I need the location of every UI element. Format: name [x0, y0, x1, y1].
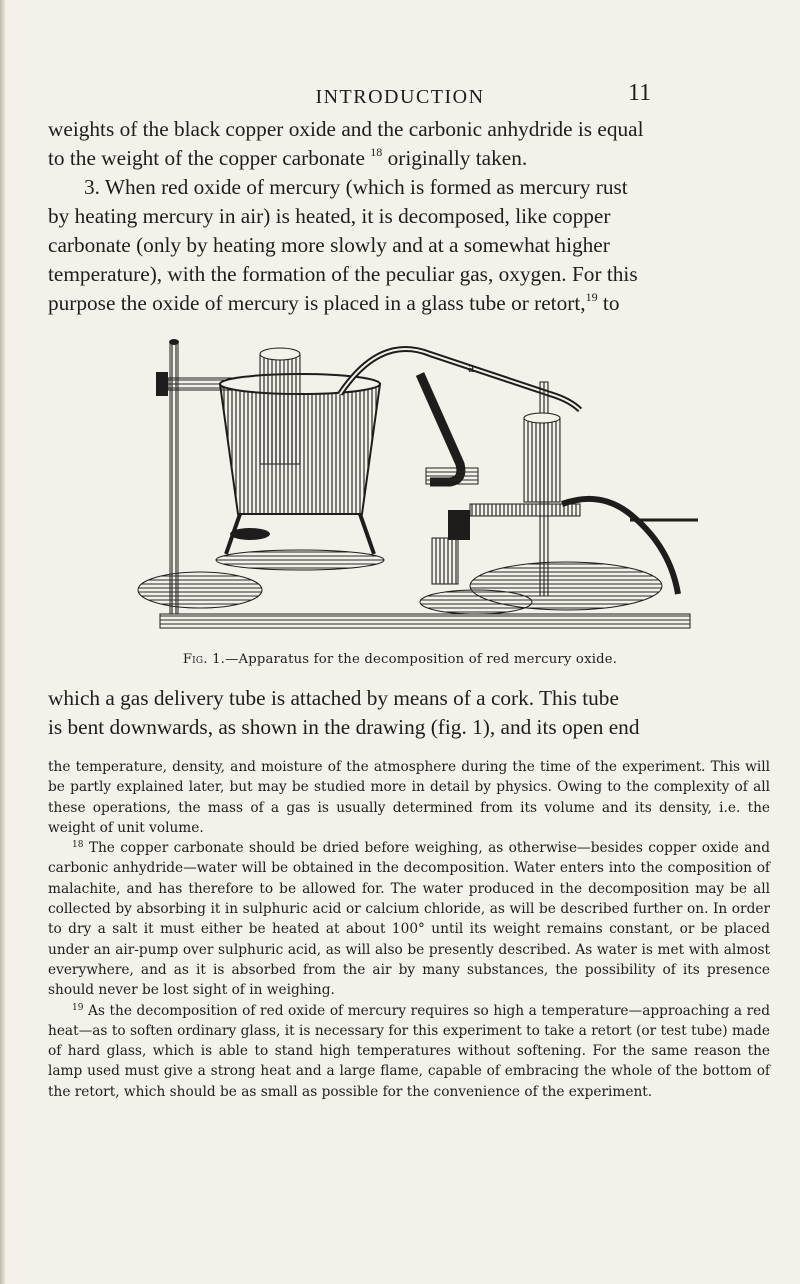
page-number: 11 — [628, 80, 652, 106]
text-line: 3. When red oxide of mercury (which is formed as mercury rust — [84, 175, 628, 199]
body-paragraph-top — [48, 115, 768, 318]
body-paragraph-after-figure — [48, 684, 768, 742]
text-line: by heating mercury in air) is heated, it is decomposed, like copper — [48, 204, 611, 228]
text-line: weights of the black copper oxide and the carbonic anhydride is equal — [48, 117, 644, 141]
page-binding-edge — [0, 0, 6, 1284]
footnotes — [48, 757, 770, 1102]
footnote-19: $^{19}$ As the decomposition of red oxide of mercury requires so high a temperature—approaching a red heat—as to soften ordinary glass, it is necessary for this experiment to take a retort (or test tube) made of hard glass, which is able to stand high temperatures without softening. For the same reason the lamp used must give a strong heat and a large flame, capable of embracing the whole of the bottom of the retort, which should be as small as possible for the convenience of the experiment. — [48, 1002, 770, 1100]
figure-label-a: a — [468, 361, 475, 376]
footnote-continuation: the temperature, density, and moisture of the atmosphere during the time of the experiment. This will be partly explained later, but may be studied more in detail by physics. Owing to the complexity of all these operations, the mass of a gas is usually determined from its volume and its density, i.e. the weight of unit volume. — [48, 759, 770, 836]
text-line: temperature), with the formation of the peculiar gas, oxygen. For this — [48, 262, 638, 286]
text-line: purpose the oxide of mercury is placed in a glass tube or retort,$^{19}$ to — [48, 290, 620, 315]
text-line: is bent downwards, as shown in the drawing (fig. 1), and its open end — [48, 715, 640, 739]
footnote-18: $^{18}$ The copper carbonate should be dried before weighing, as otherwise—besides copper oxide and carbonic anhydride—water will be obtained in the decomposition. Water enters into the composition of malachite, and has therefore to be allowed for. The water produced in the decomposition may be all collected by absorbing it in sulphuric acid or calcium chloride, as will be described further on. In order to dry a salt it must either be heated at about 100° until its weight remains constant, or be placed under an air-pump over sulphuric acid, as will also be presently described. As water is met with almost everywhere, and as it is absorbed from the air by many substances, the possibility of its presence should never be lost sight of in weighing. — [48, 840, 770, 999]
text-line: to the weight of the copper carbonate $^{18}$ originally taken. — [48, 145, 528, 170]
footnote-ref-19: 19 — [585, 290, 598, 304]
text-line: carbonate (only by heating more slowly and at a somewhat higher — [48, 233, 610, 257]
figure-caption: Fig. 1.—Apparatus for the decomposition of red mercury oxide. — [182, 652, 618, 667]
apparatus-illustration — [130, 314, 710, 644]
text-line: which a gas delivery tube is attached by means of a cork. This tube — [48, 686, 619, 710]
footnote-ref-18: 18 — [370, 145, 383, 159]
running-head: INTRODUCTION — [315, 86, 485, 108]
apparatus-figure — [130, 314, 710, 644]
